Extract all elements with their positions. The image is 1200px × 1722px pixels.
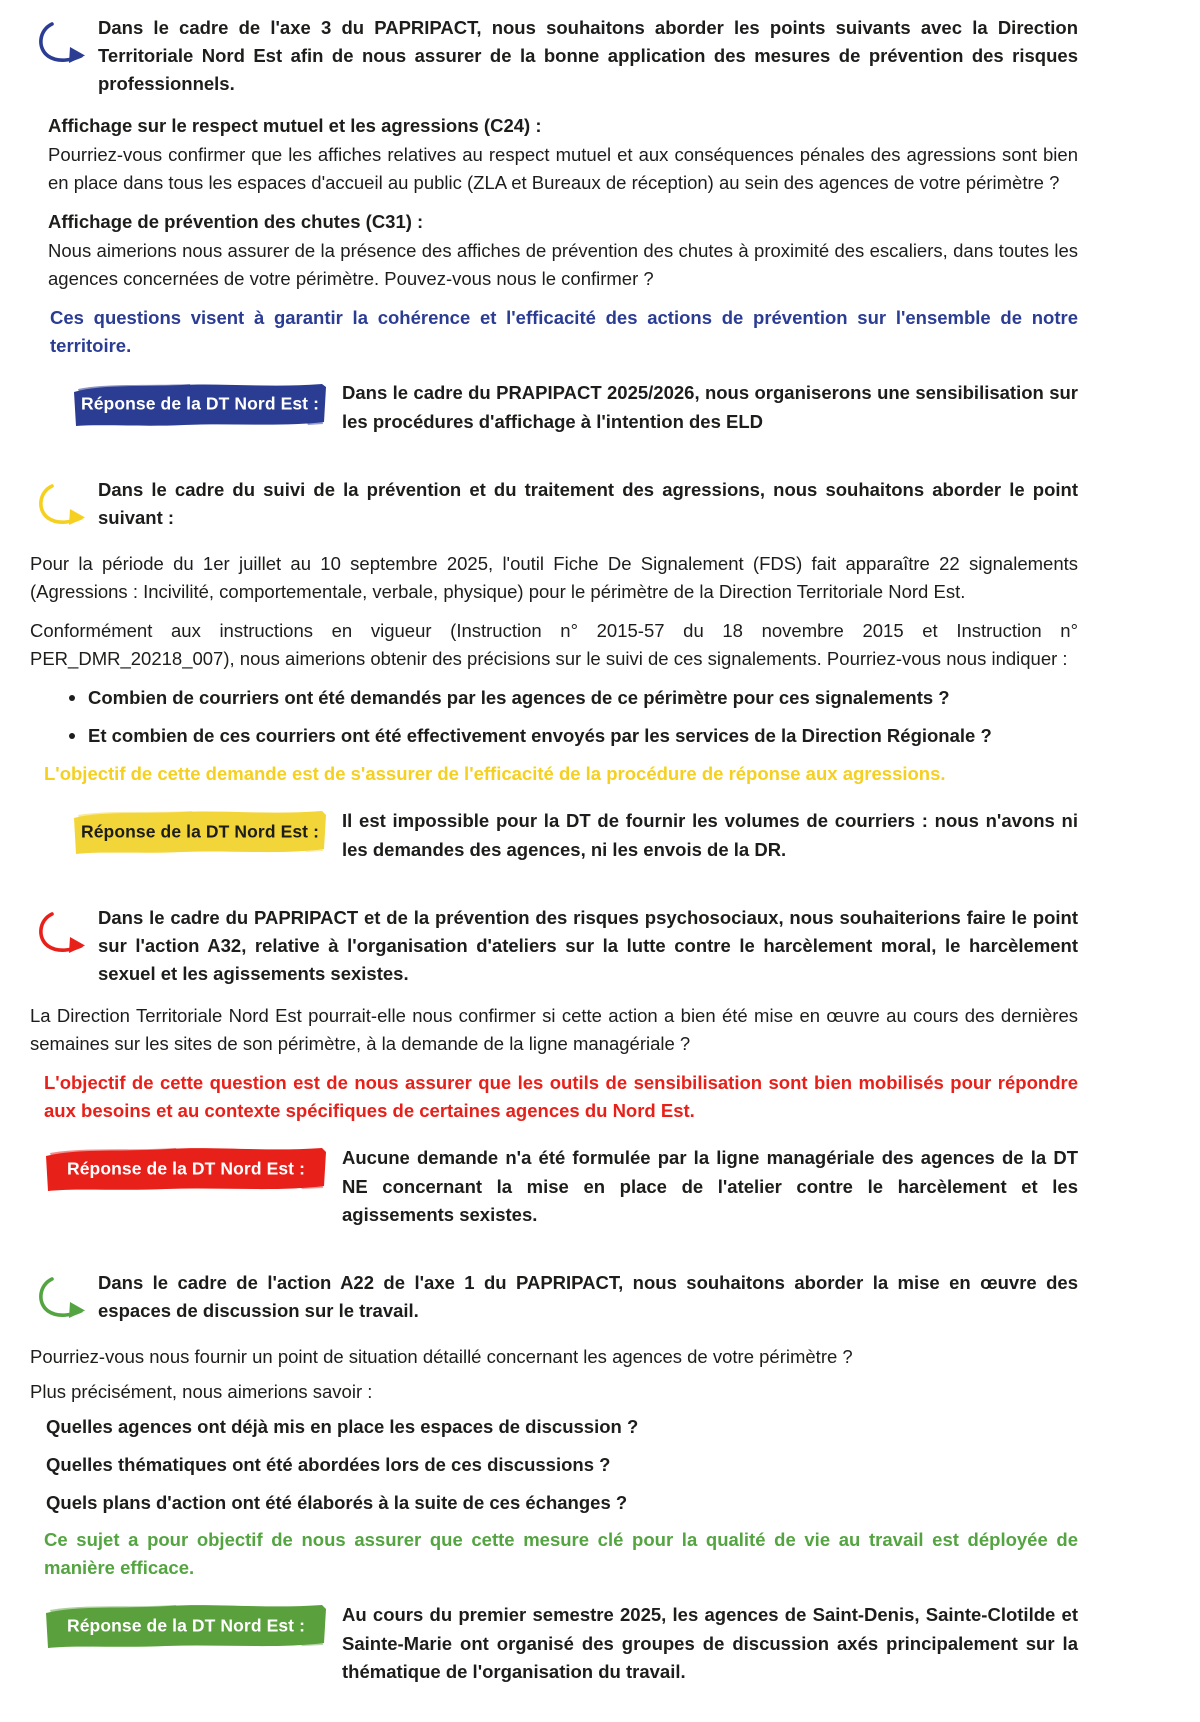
answer-text-yellow: Il est impossible pour la DT de fournir les volumes de courriers : nous n'avons ni les demandes des agences, ni les envois de la DR. <box>342 810 1078 860</box>
section-spacer <box>30 870 1078 904</box>
list-item: Combien de courriers ont été demandés par les agences de ce périmètre pour ces signalements ? <box>88 684 1078 712</box>
curved-arrow-down-right-icon <box>34 480 96 536</box>
intro-text-red: Dans le cadre du PAPRIPACT et de la prévention des risques psychosociaux, nous souhaiterions faire le point sur l'action A32, relative à l'organisation d'ateliers sur la lutte contre le harcèlement moral, le harcèlement sexuel et les agissements sexistes. <box>98 906 1078 984</box>
answer-badge-label: Réponse de la DT Nord Est : <box>80 393 319 414</box>
intro-text-blue: Dans le cadre de l'axe 3 du PAPRIPACT, nous souhaitons aborder les points suivants avec la Direction Territoriale Nord Est afin de nous assurer de la bonne application des mesures de prévention des risques professionnels. <box>98 17 1078 95</box>
body-a22-precision: Plus précisément, nous aimerions savoir : <box>30 1380 373 1402</box>
answer-row-red <box>30 1143 1078 1228</box>
body-c24: Pourriez-vous confirmer que les affiches relatives au respect mutuel et aux conséquences pénales des agressions sont bien en place dans tous les espaces d'accueil au public (ZLA et Bureaux de réception) au sein des agences de votre périmètre ? <box>48 144 1078 194</box>
objective-green: Ce sujet a pour objectif de nous assurer que cette mesure clé pour la qualité de vie au travail est déployée de manière efficace. <box>44 1529 1078 1579</box>
answer-badge-label: Réponse de la DT Nord Est : <box>80 821 319 842</box>
list-item: Et combien de ces courriers ont été effectivement envoyés par les services de la Direction Régionale ? <box>88 722 1078 750</box>
objective-yellow: L'objectif de cette demande est de s'assurer de l'efficacité de la procédure de réponse aux agressions. <box>44 763 946 785</box>
section-spacer <box>30 1235 1078 1269</box>
curved-arrow-down-right-icon <box>34 18 96 74</box>
heading-c24: Affichage sur le respect mutuel et les agressions (C24) : <box>48 115 542 137</box>
body-fds-period: Pour la période du 1er juillet au 10 septembre 2025, l'outil Fiche De Signalement (FDS) fait apparaître 22 signalements (Agressions : Incivilité, comportementale, verbale, physique) pour le périmètre de la Direction Territoriale Nord Est. <box>30 552 1078 602</box>
objective-red: L'objectif de cette question est de nous assurer que les outils de sensibilisation sont bien mobilisés pour répondre aux besoins et au contexte spécifiques de certaines agences du Nord Est. <box>44 1072 1078 1122</box>
answer-text-blue: Dans le cadre du PRAPIPACT 2025/2026, nous organiserons une sensibilisation sur les procédures d'affichage à l'intention des ELD <box>342 382 1078 432</box>
answer-text-green: Au cours du premier semestre 2025, les agences de Saint-Denis, Sainte-Clotilde et Sainte-Marie ont organisé des groupes de discussion axés principalement sur la thématique de l'organisation du travail. <box>342 1604 1078 1682</box>
answer-badge-green <box>44 1600 328 1652</box>
section-blue <box>30 14 1078 436</box>
body-c31: Nous aimerions nous assurer de la présence des affiches de prévention des chutes à proximité des escaliers, dans toutes les agences concernées de votre périmètre. Pouvez-vous nous le confirmer ? <box>48 240 1078 290</box>
answer-badge-yellow <box>72 806 328 858</box>
answer-text-red: Aucune demande n'a été formulée par la ligne managériale des agences de la DT NE concernant la mise en place de l'atelier contre le harcèlement et les agissements sexistes. <box>342 1147 1078 1225</box>
intro-text-green: Dans le cadre de l'action A22 de l'axe 1 du PAPRIPACT, nous souhaitons aborder la mise en œuvre des espaces de discussion sur le travail. <box>98 1271 1078 1321</box>
answer-badge-red <box>44 1143 328 1195</box>
answer-row-blue <box>30 378 1078 435</box>
answer-row-green <box>30 1600 1078 1685</box>
section-yellow <box>30 476 1078 864</box>
intro-block-yellow <box>30 476 1078 536</box>
question-line: Quels plans d'action ont été élaborés à la suite de ces échanges ? <box>46 1491 628 1513</box>
intro-block-blue <box>30 14 1078 98</box>
answer-badge-blue <box>72 378 328 430</box>
yellow-question-list <box>30 684 1078 750</box>
answer-row-yellow <box>30 806 1078 863</box>
body-a22-situation: Pourriez-vous nous fournir un point de situation détaillé concernant les agences de votre périmètre ? <box>30 1345 853 1367</box>
section-spacer <box>30 442 1078 476</box>
section-green <box>30 1269 1078 1686</box>
intro-block-red <box>30 904 1078 988</box>
curved-arrow-down-right-icon <box>34 908 96 964</box>
objective-blue: Ces questions visent à garantir la cohérence et l'efficacité des actions de prévention sur l'ensemble de notre territoire. <box>50 307 1078 357</box>
body-a32: La Direction Territoriale Nord Est pourrait-elle nous confirmer si cette action a bien été mise en œuvre au cours des dernières semaines sur les sites de son périmètre, à la demande de la ligne managériale ? <box>30 1005 1078 1055</box>
curved-arrow-down-right-icon <box>34 1273 96 1329</box>
question-line: Quelles thématiques ont été abordées lors de ces discussions ? <box>46 1453 611 1475</box>
answer-badge-label: Réponse de la DT Nord Est : <box>66 1615 305 1636</box>
body-fds-instructions: Conformément aux instructions en vigueur (Instruction n° 2015-57 du 18 novembre 2015 et Instruction n° PER_DMR_20218_007), nous aimerions obtenir des précisions sur le suivi de ces signalements. Pourriez-vous nous indiquer : <box>30 619 1078 670</box>
blue-body <box>30 112 1078 293</box>
section-red <box>30 904 1078 1229</box>
question-line: Quelles agences ont déjà mis en place les espaces de discussion ? <box>46 1416 639 1437</box>
heading-c31: Affichage de prévention des chutes (C31) : <box>48 211 424 233</box>
intro-text-yellow: Dans le cadre du suivi de la prévention et du traitement des agressions, nous souhaitons aborder le point suivant : <box>98 478 1078 528</box>
answer-badge-label: Réponse de la DT Nord Est : <box>66 1158 305 1179</box>
intro-block-green <box>30 1269 1078 1329</box>
